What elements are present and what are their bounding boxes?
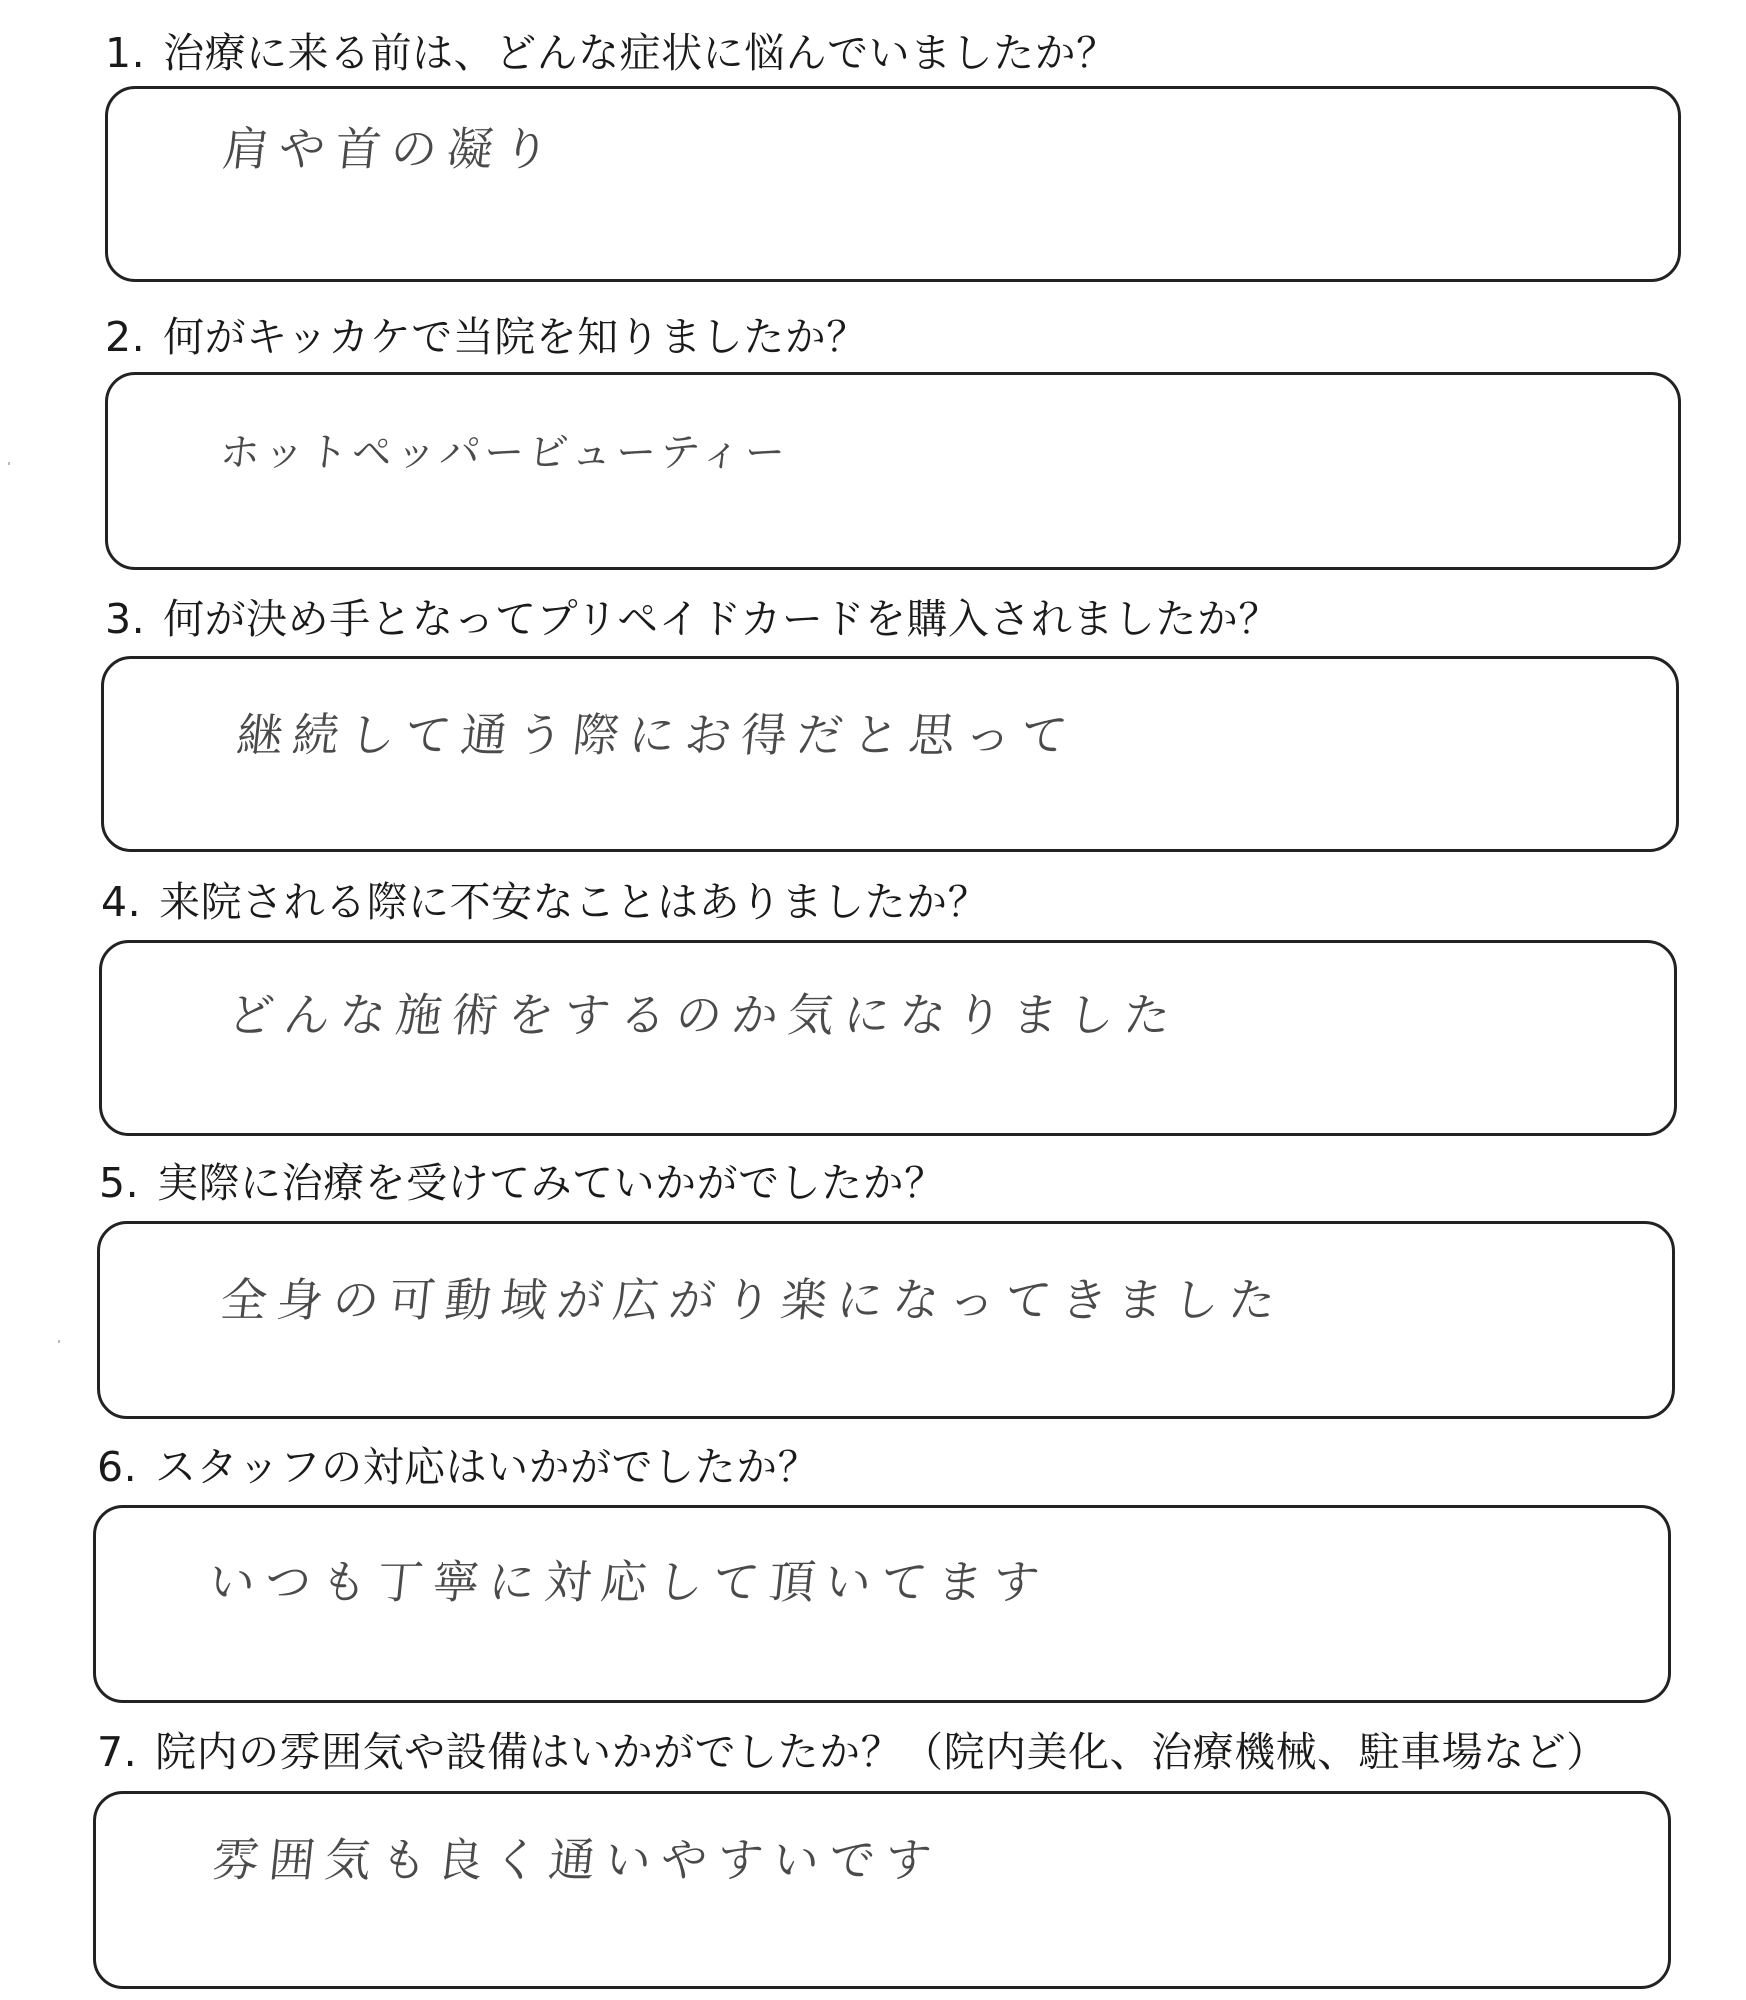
question-number: 6. — [97, 1443, 138, 1491]
question-5-title — [99, 1158, 946, 1208]
scan-speck — [58, 1340, 60, 1343]
question-6-title — [97, 1442, 819, 1492]
question-number: 4. — [101, 878, 142, 926]
answer-text: どんな施術をするのか気になりました — [225, 988, 1183, 1042]
question-number: 3. — [105, 595, 146, 643]
question-number: 7. — [97, 1728, 138, 1776]
answer-text: 継続して通う際にお得だと思って — [234, 708, 1080, 762]
question-text: 治療に来る前は、どんな症状に悩んでいましたか？ — [163, 29, 1118, 77]
answer-box-3 — [101, 656, 1679, 852]
answer-text: いつも丁寧に対応して頂いてます — [206, 1555, 1052, 1609]
question-4-title — [101, 877, 989, 927]
answer-text: 肩や首の凝り — [220, 122, 562, 176]
question-number: 2. — [105, 313, 146, 361]
answer-box-4 — [99, 940, 1677, 1136]
question-7-title — [97, 1727, 1608, 1777]
question-2-title — [105, 312, 868, 362]
scan-speck — [8, 462, 10, 465]
question-text: 院内の雰囲気や設備はいかがでしたか？（院内美化、治療機械、駐車場など） — [155, 1728, 1608, 1776]
question-text: 何がキッカケで当院を知りましたか？ — [163, 313, 868, 361]
question-text: 来院される際に不安なことはありましたか？ — [159, 878, 990, 926]
answer-box-7 — [93, 1791, 1671, 1989]
question-number: 1. — [105, 29, 146, 77]
question-3-title — [105, 594, 1280, 644]
question-text: 何が決め手となってプリペイドカードを購入されましたか？ — [163, 595, 1280, 643]
question-text: 実際に治療を受けてみていかがでしたか？ — [157, 1159, 946, 1207]
question-1-title — [105, 28, 1118, 78]
answer-text: 全身の可動域が広がり楽になってきました — [218, 1273, 1288, 1327]
answer-text: 雰囲気も良く通いやすいです — [210, 1833, 944, 1887]
answer-box-2 — [105, 372, 1681, 570]
answer-box-5 — [97, 1221, 1675, 1419]
question-text: スタッフの対応はいかがでしたか？ — [155, 1443, 820, 1491]
question-number: 5. — [99, 1159, 140, 1207]
answer-text: ホットペッパービューティー — [217, 430, 792, 476]
answer-box-1 — [105, 86, 1681, 282]
answer-box-6 — [93, 1505, 1671, 1703]
